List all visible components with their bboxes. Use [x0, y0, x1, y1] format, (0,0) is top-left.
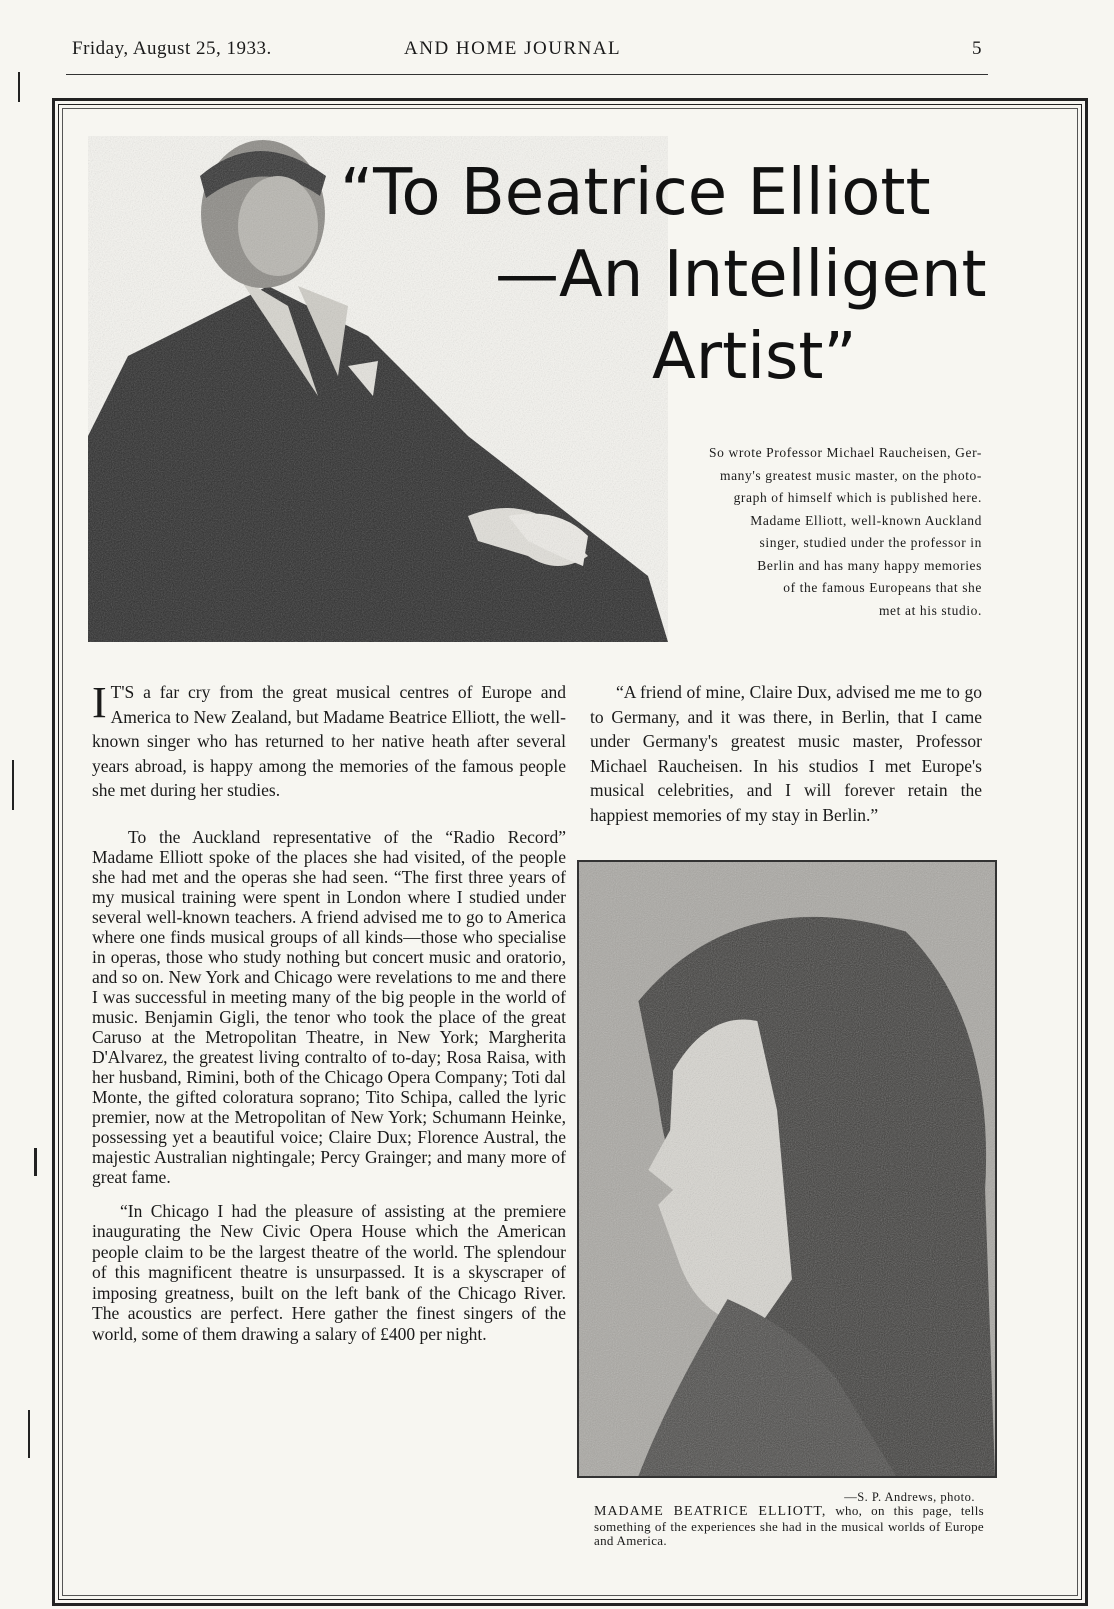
- article-left-column: [92, 680, 566, 1344]
- elliott-photo-caption: [594, 1504, 984, 1549]
- header-rule: [66, 74, 988, 75]
- caption-text: who, on this page, tells something of the experiences she had in the musical worlds of Europe and America.: [594, 1503, 984, 1548]
- article-paragraph: To the Auckland representative of the “Radio Record” Madame Elliott spoke of the places she had visited, of the people she had met and the operas she had seen. “The first three years of my musical training were spent in London where I studied under several well-known teachers. A friend advised me to go to America where one finds musical groups of all kinds—those who specialise in operas, those who study nothing but concert music and oratorio, and so on. New York and Chicago were revelations to me and there I was successful in meeting many of the big people in the world of music. Benjamin Gigli, the tenor who took the place of the great Caruso at the Metropolitan Theatre, in New York; Margherita D'Alvarez, the greatest living contralto of to-day; Rosa Raisa, with her husband, Rimini, both of the Chicago Opera Company; Toti dal Monte, the gifted coloratura soprano; Tito Schipa, called the lyric premier, now at the Metropolitan of New York; Schumann Heinke, possessing yet a beautiful voice; Claire Dux; Florence Austral, the majestic Australian nightingale; Percy Grainger; and many more of great fame.: [92, 826, 566, 1187]
- article-right-column: [590, 680, 982, 827]
- margin-mark: [28, 1410, 30, 1458]
- issue-date: Friday, August 25, 1933.: [72, 38, 272, 59]
- margin-mark: [34, 1148, 37, 1176]
- margin-mark: [12, 760, 14, 810]
- caption-line: Madame Elliott, well-known Auckland: [750, 512, 982, 528]
- caption-line: met at his studio.: [878, 602, 982, 618]
- margin-mark: [18, 72, 20, 102]
- page-number: 5: [972, 38, 982, 59]
- caption-line: many's greatest music master, on the photo-: [719, 467, 982, 483]
- professor-photo-caption: [612, 442, 982, 622]
- article-paragraph: “In Chicago I had the pleasure of assisting at the premiere inaugurating the New Civic Opera House which the American people claim to be the largest theatre of the world. The splendour of this magnificent theatre is unsurpassed. It is a skyscraper of imposing greatness, built on the left bank of the Chicago River. The acoustics are perfect. Here gather the finest singers of the world, some of them drawing a salary of £400 per night.: [92, 1200, 566, 1344]
- headline-line-3: Artist”: [652, 320, 857, 394]
- caption-line: So wrote Professor Michael Raucheisen, Ger-: [709, 445, 982, 460]
- article-paragraph: [92, 680, 566, 803]
- caption-line: Berlin and has many happy memories: [757, 557, 982, 573]
- caption-lead: MADAME BEATRICE ELLIOTT,: [594, 1504, 827, 1519]
- caption-line: graph of himself which is published here.: [733, 490, 982, 505]
- headline-line-1: “To Beatrice Elliott: [340, 156, 931, 230]
- drop-cap: I: [92, 678, 107, 727]
- page-header: [72, 38, 990, 66]
- article-paragraph: “A friend of mine, Claire Dux, advised me me to go to Germany, and it was there, in Berlin, that I came under Germany's greatest music master, Professor Michael Raucheisen. In his studios I met Europe's musical celebrities, and I will forever retain the happiest memories of my stay in Berlin.”: [590, 682, 982, 825]
- photo-credit: —S. P. Andrews, photo.: [844, 1490, 975, 1504]
- caption-line: of the famous Europeans that she: [783, 580, 982, 595]
- paragraph-text: T'S a far cry from the great musical centres of Europe and America to New Zealand, but Madame Beatrice Elliott, the well-known singer who has returned to her native heath after several years abroad, is happy among the memories of the famous people she met during her studies.: [92, 682, 566, 800]
- journal-name: AND HOME JOURNAL: [404, 38, 622, 59]
- headline-line-2: —An Intelligent: [495, 238, 987, 312]
- caption-line: singer, studied under the professor in: [759, 535, 982, 550]
- elliott-photo: [577, 860, 997, 1478]
